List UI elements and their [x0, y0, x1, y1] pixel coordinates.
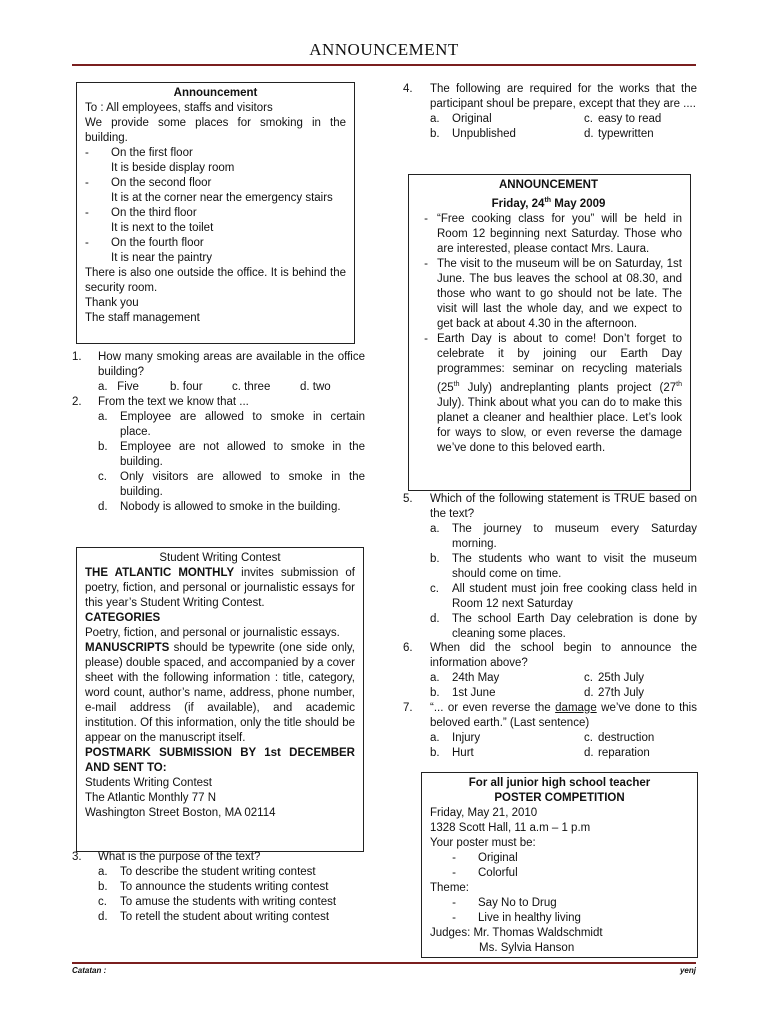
- text-part: July) andreplanting plants project (27: [459, 381, 677, 394]
- option-letter: c.: [430, 583, 439, 595]
- list-item: - Colorful: [452, 867, 518, 879]
- option-c[interactable]: [584, 112, 661, 127]
- option-text: The students who want to visit the museum should come on time.: [452, 553, 697, 580]
- contest-intro: [85, 566, 355, 611]
- question-text: What is the purpose of the text?: [98, 851, 261, 863]
- option-letter: d.: [584, 687, 594, 699]
- box-title: For all junior high school teacher: [468, 777, 651, 789]
- question-number: 1.: [72, 351, 82, 363]
- list-item: - On the third floor: [85, 207, 197, 219]
- option-a[interactable]: [403, 522, 697, 552]
- question-5: [403, 492, 697, 642]
- header-divider: [72, 64, 696, 66]
- option-text: 24th May: [452, 672, 500, 684]
- option-b[interactable]: [72, 440, 365, 470]
- question-1: [72, 350, 365, 395]
- box-title: Student Writing Contest: [159, 552, 281, 564]
- option-c[interactable]: [584, 731, 654, 746]
- option-text: Original: [452, 113, 492, 125]
- postmark-heading: POSTMARK SUBMISSION BY 1st DECEMBER AND SENT TO:: [85, 747, 355, 774]
- option-letter: c.: [584, 672, 593, 684]
- list-item: - On the second floor: [85, 177, 212, 189]
- date-part: May 2009: [551, 197, 606, 210]
- option-d[interactable]: [403, 612, 697, 642]
- manuscripts-text: [85, 641, 355, 746]
- option-b[interactable]: [72, 880, 365, 895]
- item-text: The visit to the museum will be on Saturday, 1st June. The bus leaves the school at 08.30, and those who want to go should not be late. The visit will last the whole day, and we expect to get back at about 4.30 in the afternoon.: [437, 257, 682, 330]
- question-2: [72, 395, 365, 515]
- option-text: To retell the student about writing contest: [120, 911, 330, 923]
- option-text: To amuse the students with writing contest: [120, 896, 337, 908]
- address-line: Washington Street Boston, MA 02114: [85, 807, 276, 819]
- text-part: Earth Day is about to come! Don’t forget to celebrate it by joining our Earth Day programmes: seminar on recycling materials (25: [437, 332, 682, 394]
- option-text: Unpublished: [452, 128, 516, 140]
- option-letter: a.: [430, 732, 440, 744]
- option-b[interactable]: [403, 552, 697, 582]
- option-text: typewritten: [598, 128, 654, 140]
- address-line: Students Writing Contest: [85, 777, 212, 789]
- recipient-line: To : All employees, staffs and visitors: [85, 102, 273, 114]
- option-letter: b.: [98, 441, 108, 453]
- option-text: All student must join free cooking class held in Room 12 next Saturday: [452, 583, 697, 610]
- option-a[interactable]: [72, 410, 365, 440]
- option-letter: a.: [430, 672, 440, 684]
- box-subtitle: POSTER COMPETITION: [494, 792, 625, 804]
- option-letter: c.: [98, 896, 107, 908]
- question-number: 2.: [72, 396, 82, 408]
- option-letter: d.: [98, 501, 108, 513]
- school-announcement-box: [408, 174, 691, 491]
- list-item: - Earth Day is about to come! Don’t forget to celebrate it by joining our Earth Day programmes: seminar on recycling materials (25th July) andreplanting plants project (27th July). Think about what you can do to make this planet a cleaner and healthier place. Let’s look for ways to slow, or even reverse the damage we’ve done to this beloved earth.: [424, 332, 682, 454]
- intro-rest: invites submission of poetry, fiction, and personal or journalistic essays for this year’s Student Writing Contest.: [85, 567, 355, 609]
- option-c[interactable]: [584, 671, 644, 686]
- list-item: - On the fourth floor: [85, 237, 204, 249]
- footer-author: yenj: [679, 966, 696, 975]
- thanks-text: Thank you: [85, 297, 139, 309]
- announcement-date: [415, 193, 682, 212]
- superscript: th: [453, 380, 460, 388]
- question-number: 6.: [403, 642, 413, 654]
- option-letter: a.: [430, 523, 440, 535]
- question-number: 3.: [72, 851, 82, 863]
- item-text: Colorful: [478, 867, 518, 879]
- option-text: easy to read: [598, 113, 662, 125]
- theme-label: Theme:: [430, 882, 469, 894]
- option-text: Injury: [452, 732, 481, 744]
- item-text: “Free cooking class for you” will be held in Room 12 beginning next Saturday. Those who are interested, please contact Mrs. Laura.: [437, 212, 682, 255]
- option-d[interactable]: [72, 500, 365, 515]
- underlined-word: damage: [555, 702, 597, 714]
- option-b[interactable]: [430, 686, 584, 701]
- option-a[interactable]: [430, 731, 584, 746]
- option-c[interactable]: [72, 470, 365, 500]
- question-3: [72, 850, 365, 925]
- signature-text: The staff management: [85, 312, 200, 324]
- option-c[interactable]: [403, 582, 697, 612]
- list-item: - “Free cooking class for you” will be held in Room 12 beginning next Saturday. Those who are interested, please contact Mrs. Laura.: [424, 212, 682, 255]
- option-letter: a.: [98, 411, 108, 423]
- option-letter: b.: [430, 747, 440, 759]
- list-item: - On the first floor: [85, 147, 193, 159]
- option-d[interactable]: [584, 746, 650, 761]
- option-letter: d.: [98, 911, 108, 923]
- date-part: Friday, 24: [491, 197, 545, 210]
- option-text: The school Earth Day celebration is done by cleaning some places.: [452, 613, 697, 640]
- list-item: - Say No to Drug: [452, 897, 557, 909]
- question-text: The following are required for the works that the participant shoul be prepare, except that they are ....: [430, 83, 697, 110]
- option-c[interactable]: c. three: [232, 381, 271, 393]
- floor-label: On the first floor: [111, 147, 193, 159]
- option-b[interactable]: [430, 127, 584, 142]
- option-letter: a.: [430, 113, 440, 125]
- event-place: 1328 Scott Hall, 11 a.m – 1 p.m: [430, 822, 591, 834]
- poster-competition-box: [421, 772, 698, 958]
- option-text: 25th July: [598, 672, 645, 684]
- option-text: destruction: [598, 732, 655, 744]
- question-text: [430, 701, 697, 731]
- option-letter: c.: [584, 113, 593, 125]
- item-text: Original: [478, 852, 518, 864]
- floor-desc: It is next to the toilet: [111, 222, 214, 234]
- option-text: To announce the students writing contest: [120, 881, 329, 893]
- option-letter: d.: [430, 613, 440, 625]
- option-letter: d.: [584, 128, 594, 140]
- option-text: Nobody is allowed to smoke in the building.: [120, 501, 341, 513]
- option-letter: c.: [584, 732, 593, 744]
- option-c[interactable]: [72, 895, 365, 910]
- publisher-name: THE ATLANTIC MONTHLY: [85, 567, 235, 579]
- question-4: [403, 82, 697, 142]
- item-text: [437, 332, 682, 456]
- option-d[interactable]: [584, 127, 654, 142]
- text-part: “... or even reverse the: [430, 702, 556, 714]
- option-text: Employee are not allowed to smoke in the building.: [120, 441, 365, 468]
- floor-label: On the fourth floor: [111, 237, 204, 249]
- floor-desc: It is near the paintry: [111, 252, 212, 264]
- date-suffix: th: [544, 197, 552, 204]
- option-text: 1st June: [452, 687, 496, 699]
- requirements-label: Your poster must be:: [430, 837, 536, 849]
- option-d[interactable]: d. two: [300, 381, 331, 393]
- question-text: From the text we know that ...: [98, 396, 249, 408]
- question-number: 4.: [403, 83, 413, 95]
- box-title: ANNOUNCEMENT: [498, 179, 599, 191]
- list-item: - Live in healthy living: [452, 912, 581, 924]
- option-text: 27th July: [598, 687, 645, 699]
- text-part: we’ve done to this beloved earth.” (Last sentence): [430, 702, 697, 729]
- text-part: July). Think about what you can do to make this planet a cleaner and healthier place. Let’s look for ways to slow, or even reverse the damage we’ve done to this beloved earth.: [437, 396, 682, 454]
- intro-text: We provide some places for smoking in the building.: [85, 117, 346, 144]
- option-text: Employee are allowed to smoke in certain place.: [120, 411, 365, 438]
- option-letter: d.: [584, 747, 594, 759]
- question-text: Which of the following statement is TRUE based on the text?: [430, 493, 697, 520]
- option-d[interactable]: [584, 686, 644, 701]
- option-text: reparation: [598, 747, 650, 759]
- superscript: th: [676, 380, 682, 388]
- option-text: Only visitors are allowed to smoke in the building.: [120, 471, 365, 498]
- option-letter: a.: [98, 866, 108, 878]
- manuscripts-rest: should be typewrite (one side only, please) double spaced, and accompanied by a cover sheet with the following information : title, category, word count, author’s name, address, phone number, e-mail address (if available), and academic institution. Of this information, only the title should be appear on the manuscript itself.: [85, 642, 355, 744]
- option-a[interactable]: [430, 112, 584, 127]
- extra-text: There is also one outside the office. It is behind the security room.: [85, 267, 346, 294]
- box-title: Announcement: [173, 87, 258, 99]
- option-text: The journey to museum every Saturday morning.: [452, 523, 697, 550]
- question-text: How many smoking areas are available in the office building?: [98, 351, 365, 378]
- page-title: ANNOUNCEMENT: [309, 40, 459, 59]
- address-line: The Atlantic Monthly 77 N: [85, 792, 217, 804]
- floor-label: On the third floor: [111, 207, 197, 219]
- categories-text: Poetry, fiction, and personal or journalistic essays.: [85, 627, 340, 639]
- option-letter: b.: [430, 553, 440, 565]
- manuscripts-heading: MANUSCRIPTS: [85, 642, 170, 654]
- question-number: 5.: [403, 493, 413, 505]
- smoking-announcement-box: [76, 82, 355, 344]
- list-item: - Original: [452, 852, 518, 864]
- question-7: [403, 701, 697, 761]
- option-b[interactable]: [430, 746, 584, 761]
- option-text: Hurt: [452, 747, 474, 759]
- floor-label: On the second floor: [111, 177, 212, 189]
- option-d[interactable]: [72, 910, 365, 925]
- option-a[interactable]: a. Five: [98, 381, 139, 393]
- item-text: Say No to Drug: [478, 897, 557, 909]
- categories-heading: CATEGORIES: [85, 612, 161, 624]
- floor-desc: It is at the corner near the emergency stairs: [111, 192, 333, 204]
- footer-divider: [72, 962, 696, 964]
- option-a[interactable]: [72, 865, 365, 880]
- list-item: - The visit to the museum will be on Saturday, 1st June. The bus leaves the school at 08.30, and those who want to go should not be late. The visit will last the whole day, and we expect to get back at about 4.30 in the afternoon.: [424, 257, 682, 330]
- question-6: [403, 641, 697, 701]
- floor-desc: It is beside display room: [111, 162, 235, 174]
- question-text: When did the school begin to announce the information above?: [430, 642, 697, 669]
- judges-line: Judges: Mr. Thomas Waldschmidt: [430, 927, 603, 939]
- judge-name: Ms. Sylvia Hanson: [479, 942, 575, 954]
- option-letter: b.: [430, 687, 440, 699]
- footer-notes-label: Catatan :: [72, 966, 107, 975]
- option-letter: b.: [430, 128, 440, 140]
- option-a[interactable]: [430, 671, 584, 686]
- item-text: Live in healthy living: [478, 912, 581, 924]
- question-number: 7.: [403, 702, 413, 714]
- writing-contest-box: [76, 547, 364, 852]
- option-b[interactable]: b. four: [170, 381, 203, 393]
- option-text: To describe the student writing contest: [120, 866, 316, 878]
- event-date: Friday, May 21, 2010: [430, 807, 538, 819]
- option-letter: b.: [98, 881, 108, 893]
- option-letter: c.: [98, 471, 107, 483]
